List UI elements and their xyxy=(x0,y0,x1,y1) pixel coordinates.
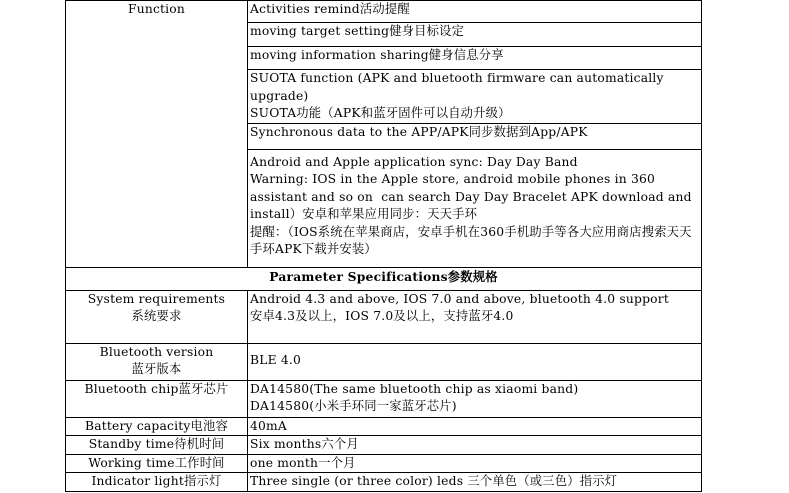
param-value-line: BLE 4.0 xyxy=(250,352,302,367)
param-row-bluetooth-version xyxy=(66,343,702,380)
param-label-line: 系统要求 xyxy=(131,309,182,323)
function-value-line: SUOTA功能（APK和蓝牙固件可以自动升级） xyxy=(250,106,511,120)
param-value-line: DA14580(The same bluetooth chip as xiaomi band) xyxy=(250,381,579,396)
param-value-line: Android 4.3 and above, IOS 7.0 and above, bluetooth 4.0 support xyxy=(250,291,670,306)
function-value-cell xyxy=(248,123,702,149)
function-value-cell xyxy=(248,149,702,267)
function-row-1 xyxy=(66,1,702,23)
param-label-line: Battery capacity电池容 xyxy=(84,418,229,433)
param-value-cell xyxy=(248,417,702,436)
param-value-cell xyxy=(248,290,702,343)
param-label-line: Working time工作时间 xyxy=(88,455,225,470)
function-value-line: 提醒：（IOS系统在苹果商店，安卓手机在360手机助手等各大应用商店搜索天天手环APK下载并安装） xyxy=(250,224,692,256)
param-label-cell xyxy=(66,290,248,343)
param-label-cell xyxy=(66,417,248,436)
function-value-cell xyxy=(248,47,702,70)
function-value-cell xyxy=(248,23,702,47)
param-row-bluetooth-chip xyxy=(66,380,702,417)
param-row-battery xyxy=(66,417,702,436)
param-label-cell xyxy=(66,343,248,380)
param-value-cell xyxy=(248,436,702,455)
param-value-cell xyxy=(248,380,702,417)
param-value-cell xyxy=(248,454,702,473)
param-label-cell xyxy=(66,436,248,455)
function-value-line: moving information sharing健身信息分享 xyxy=(250,48,504,62)
function-label: Function xyxy=(127,2,186,16)
param-value-line: one month一个月 xyxy=(250,455,356,470)
function-value-cell xyxy=(248,1,702,23)
function-value-line: Android and Apple application sync: Day Day Band xyxy=(250,154,578,169)
param-row-standby xyxy=(66,436,702,455)
param-value-line: 40mA xyxy=(250,418,287,433)
function-label-cell xyxy=(66,1,248,268)
param-value-cell xyxy=(248,343,702,380)
param-label-cell xyxy=(66,380,248,417)
param-row-system xyxy=(66,290,702,343)
function-value-cell xyxy=(248,70,702,124)
param-label-cell xyxy=(66,454,248,473)
param-label-cell xyxy=(66,473,248,492)
param-value-line: 安卓4.3及以上，IOS 7.0及以上，支持蓝牙4.0 xyxy=(250,309,514,323)
function-value-line: SUOTA function (APK and bluetooth firmware can automatically upgrade) xyxy=(250,71,668,103)
function-value-line: Activities remind活动提醒 xyxy=(250,2,410,16)
function-value-line: moving target setting健身目标设定 xyxy=(250,24,465,38)
param-label-line: Bluetooth chip蓝牙芯片 xyxy=(84,381,229,396)
section-title: Parameter Specifications参数规格 xyxy=(66,267,702,290)
param-label-line: System requirements xyxy=(87,291,226,306)
param-row-working xyxy=(66,454,702,473)
param-value-cell xyxy=(248,473,702,492)
function-value-line: Warning: IOS in the Apple store, android mobile phones in 360 assistant and so on can search Day Day Bracelet APK download and install）安卓和苹果应用同步：天天手环 xyxy=(250,172,696,221)
param-label-line: Bluetooth version xyxy=(99,344,214,359)
param-value-line: DA14580(小米手环同一家蓝牙芯片) xyxy=(250,399,457,413)
function-value-line: Synchronous data to the APP/APK同步数据到App/APK xyxy=(250,124,588,139)
param-label-line: 蓝牙版本 xyxy=(131,362,182,376)
param-label-line: Standby time待机时间 xyxy=(88,437,225,451)
param-value-line: Six months六个月 xyxy=(250,437,359,451)
spec-table xyxy=(65,0,702,492)
param-label-line: Indicator light指示灯 xyxy=(91,474,222,488)
param-value-line: Three single (or three color) leds 三个单色（或三色）指示灯 xyxy=(250,474,618,488)
param-row-indicator xyxy=(66,473,702,492)
param-title-row xyxy=(66,267,702,290)
